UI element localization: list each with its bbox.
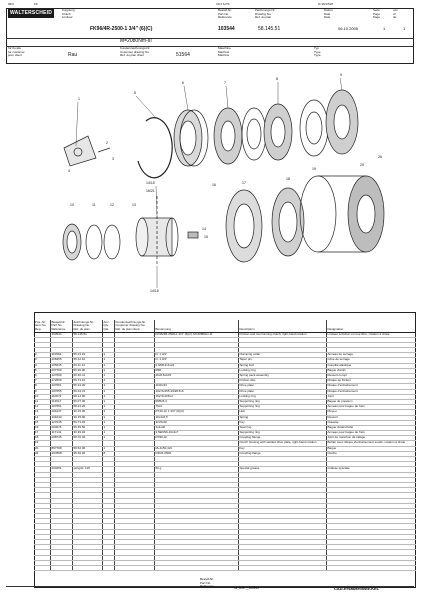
col-header: Benennung: [154, 320, 238, 332]
callout-label: 26: [378, 155, 382, 159]
table-cell: 1: [102, 405, 114, 410]
table-cell: Ressort: [326, 415, 416, 420]
table-cell: 30.15.00: [72, 415, 102, 420]
table-cell: 5: [34, 368, 50, 373]
clamping-collar-shape: [64, 136, 96, 166]
coupling-flange-inner: [279, 202, 297, 242]
callout-label: 8: [276, 77, 278, 81]
table-cell: 1: [102, 363, 114, 368]
table-cell: 1100x34: [154, 384, 238, 389]
customer-drawing-value: 51564: [176, 52, 190, 58]
table-cell: Anneau de serrage: [326, 353, 416, 358]
table-cell: 192.5x166x4: [154, 394, 238, 399]
spring-pack-inner: [180, 121, 196, 155]
col-header: Kundenzeichnungs-Nr. Customer drawing No. Réf. du plan client: [114, 320, 154, 332]
seite-label: Seite Page Page: [373, 8, 381, 20]
table-cell: 1: [102, 425, 114, 430]
drive-plate-2-bore: [306, 112, 322, 144]
callout-label: 1: [78, 97, 80, 101]
table-cell: 192.5x455.3/198.5x6: [154, 389, 238, 394]
col-header: Description: [238, 320, 326, 332]
table-cell: 55.13.01: [72, 353, 102, 358]
table-cell: 30.15.30: [72, 410, 102, 415]
table-cell: Ressort compl.: [326, 374, 416, 379]
leader-7: [226, 86, 228, 108]
table-cell: Locking ring: [238, 368, 326, 373]
table-cell: 105645: [50, 363, 72, 368]
callout-label: 16: [212, 183, 216, 187]
table-cell: [326, 565, 416, 570]
table-cell: Spring: [238, 415, 326, 420]
top-strip-left2: FK: [34, 2, 38, 6]
table-cell: 70x2: [154, 405, 238, 410]
exploded-view-drawing: [6, 66, 416, 304]
table-cell: 204251: [50, 467, 72, 472]
table-cell: Bague d'étanchéité: [326, 425, 416, 430]
company-logo: WALTERSCHEID: [9, 10, 53, 16]
table-cell: Spring pack assembly: [238, 374, 326, 379]
table-cell: 56.34.31: [72, 389, 102, 394]
table-cell: 8: [34, 384, 50, 389]
table-cell: Clavette: [326, 420, 416, 425]
torque-subtitle: M=2080Nm-III: [120, 38, 152, 44]
table-cell: 1: [102, 420, 114, 425]
table-cell: Cloche: [326, 451, 416, 456]
header-divider: [6, 38, 414, 39]
table-cell: [50, 565, 72, 570]
table-cell: 32x5x40: [154, 420, 238, 425]
leader-9: [340, 78, 342, 90]
callout-label: 18: [286, 177, 290, 181]
table-cell: 110562: [50, 353, 72, 358]
table-cell: FK96/4R-2500-1 3/4" (6)(C) M=2080Nm-III: [154, 332, 238, 337]
table-cell: Disque de friction: [326, 379, 416, 384]
part-number: 103544: [218, 26, 235, 32]
hub-face: [136, 218, 148, 256]
table-cell: [238, 565, 326, 570]
table-cell: Limiteur à friction et roue libre, rotation à droite: [326, 332, 416, 337]
table-cell: Cône de serrage: [326, 358, 416, 363]
table-cell: Supporting ring: [238, 431, 326, 436]
table-cell: 14: [34, 415, 50, 420]
table-cell: 56.73.10: [72, 379, 102, 384]
table-cell: 4: [102, 379, 114, 384]
table-cell: Joint de manchon de calage: [326, 436, 416, 441]
table-cell: 56.52.00: [72, 446, 102, 451]
table-cell: 12: [34, 405, 50, 410]
table-cell: 20: [34, 446, 50, 451]
table-header-row: [34, 320, 416, 332]
table-cell: 117141: [50, 431, 72, 436]
housing-front: [300, 176, 336, 252]
table-cell: Key: [238, 420, 326, 425]
parts-table: [34, 320, 416, 571]
table-cell: Bague: [326, 446, 416, 451]
table-cell: 18: [34, 436, 50, 441]
table-cell: 4: [34, 363, 50, 368]
table-cell: 167898: [50, 451, 72, 456]
table-cell: 1: [102, 446, 114, 451]
table-cell: Disque d'entraînement: [326, 384, 416, 389]
supporting-ring-2-shape: [104, 225, 120, 259]
table-cell: Anneau pour bague de frein: [326, 405, 416, 410]
table-cell: 108745: [50, 436, 72, 441]
table-cell: 56.39.50: [72, 425, 102, 430]
table-cell: 1: [102, 358, 114, 363]
table-cell: Moyeu: [326, 410, 416, 415]
callout-label: 14: [202, 227, 206, 231]
table-cell: M+4x50,4x6: [154, 446, 238, 451]
datum-label: Datum Date Date: [324, 8, 333, 20]
table-cell: Clamping collar: [238, 353, 326, 358]
table-cell: 09.11.14: [72, 363, 102, 368]
table-cell: 26: [34, 451, 50, 456]
table-cell: 101043: [50, 415, 72, 420]
callout-label: 19: [312, 167, 316, 171]
table-cell: 3: [102, 410, 114, 415]
table-cell: 58.70.40: [72, 436, 102, 441]
table-cell: 17: [34, 431, 50, 436]
table-cell: 1: [102, 436, 114, 441]
top-strip-center: CD1 6-PS: [216, 2, 230, 6]
table-cell: 172609: [50, 379, 72, 384]
table-cell: 1: [102, 384, 114, 389]
col-header: Bestell-Nr. Part No. Référence: [50, 320, 72, 332]
table-cell: 2: [34, 353, 50, 358]
callout-label: 7: [224, 81, 226, 85]
table-cell: 3: [34, 358, 50, 363]
kupplung-label: Kupplung Clutch Limiteur: [62, 8, 75, 20]
clutch-title: FK96/4R-2500-1 3/4" (6)(C): [90, 26, 153, 32]
callout-label: 6: [182, 81, 184, 85]
table-cell: 58.24.20: [72, 405, 102, 410]
table-cell: Bague d'arrêt: [326, 368, 416, 373]
table-cell: 1: [102, 394, 114, 399]
table-cell: 1: [102, 389, 114, 394]
table-cell: Seal ring: [238, 425, 326, 430]
callout-label: 9: [340, 73, 342, 77]
table-cell: 107051: [50, 384, 72, 389]
table-cell: 56.36.41: [72, 374, 102, 379]
table-cell: Clutch housing with welded drive plate, right-hand rotation: [238, 441, 326, 446]
callout-label: 17: [242, 181, 246, 185]
table-cell: [114, 565, 154, 570]
callout-label: 20: [360, 163, 364, 167]
drawing-number: 58.145.51: [258, 26, 281, 32]
callout-label: 5: [134, 91, 136, 95]
table-cell: 1: [102, 431, 114, 436]
footer-label: Bestell-Nr. Part No. Référence: [200, 577, 214, 589]
callout-label: 14/15: [150, 289, 159, 293]
table-cell: 867798: [50, 446, 72, 451]
table-cell: 112617: [50, 399, 72, 404]
table-cell: 15: [34, 420, 50, 425]
table-cell: 11: [34, 399, 50, 404]
table-row: [34, 565, 416, 570]
friction-disc-3-bore: [334, 105, 350, 139]
table-cell: 16x4x6,5: [154, 415, 238, 420]
table-cell: 1: [102, 353, 114, 358]
footer-ref: 03_R46 __103544: [234, 586, 259, 590]
callout-label: 16/21: [146, 189, 155, 193]
table-cell: Key: [238, 446, 326, 451]
top-strip-left: 96/4: [8, 2, 14, 6]
taper-pin-shape: [98, 148, 110, 152]
table-cell: 46x8,6x105: [154, 374, 238, 379]
table-cell: 13: [34, 410, 50, 415]
table-cell: Disque d'entraînement: [326, 389, 416, 394]
table-cell: 127045: [50, 420, 72, 425]
table-cell: 1: [102, 374, 114, 379]
callout-label: 2: [106, 141, 108, 145]
table-cell: Friction and overrunning clutch, right-hand rotation: [238, 332, 326, 337]
zeichnung-label: Zeichnungs-Nr. Drawing No. Ref. du plan: [255, 8, 276, 20]
leader-6: [184, 86, 188, 110]
locking-ring-bore: [67, 231, 77, 253]
table-cell: Hub: [238, 410, 326, 415]
table-cell: 58.145.51: [72, 332, 102, 337]
table-cell: Spring bolt: [238, 363, 326, 368]
circlip-shape: [138, 118, 172, 178]
col-header: Zeichnungs-Nr. Drawing No. Ref. du plan: [72, 320, 102, 332]
callout-label: 12: [110, 203, 114, 207]
callout-label: 10: [70, 203, 74, 207]
footer-title: CAD-Ersatzteilliste-KEL: [334, 586, 380, 591]
table-cell: 3x4x40: [154, 425, 238, 430]
table-cell: Anneau pour bague de frein: [326, 431, 416, 436]
table-cell: 30.39.02: [72, 431, 102, 436]
col-header: Désignation: [326, 320, 416, 332]
table-cell: 107051: [50, 405, 72, 410]
leader-5: [136, 96, 156, 118]
callout-label: 11: [92, 203, 96, 207]
drive-plate-1: [242, 108, 266, 160]
table-cell: 50 g: [154, 467, 238, 472]
table-cell: 10: [34, 394, 50, 399]
table-cell: [72, 565, 102, 570]
kundenz-label: Kundenzeichnungs-Nr. Customer drawing No. Réf. du plan client: [120, 46, 151, 58]
drive-plate-2: [300, 100, 328, 156]
table-cell: K96/4-2500: [154, 451, 238, 456]
table-cell: 110672: [50, 394, 72, 399]
housing-bore: [357, 195, 375, 233]
table-cell: 1: [102, 415, 114, 420]
table-cell: Drive plate: [238, 389, 326, 394]
table-cell: 0,5/M12x1x22: [154, 363, 238, 368]
table-cell: 1: [102, 399, 114, 404]
friction-disc-2-bore: [271, 117, 285, 147]
table-cell: serigrid. 115: [72, 467, 102, 472]
table-cell: 8: [102, 451, 114, 456]
maschine-label: Maschine Machine Machine: [218, 46, 231, 58]
von-label: von of de: [393, 8, 398, 20]
table-cell: Supporting ring: [238, 399, 326, 404]
table-cell: 6: [34, 374, 50, 379]
table-cell: Boîtier avec disque d'entraînement soudé, rotation à droite: [326, 441, 416, 446]
table-cell: 56.34.20: [72, 384, 102, 389]
date-value: 06.10.2005: [338, 26, 359, 31]
table-cell: 56.73.03: [72, 420, 102, 425]
table-cell: 35.30.02: [72, 451, 102, 456]
table-cell: Coupling flange: [238, 436, 326, 441]
page-number: 1: [383, 26, 386, 31]
table-cell: 108455: [50, 358, 72, 363]
typ-label: Typ Type Type: [314, 46, 321, 58]
table-cell: 101047: [50, 410, 72, 415]
table-cell: Graisse spéciale: [326, 467, 416, 472]
top-strip-right: 2t 36/1/518: [318, 2, 334, 6]
leader-1: [76, 102, 78, 146]
table-cell: Coupling-flange: [238, 451, 326, 456]
table-cell: 207700: [50, 368, 72, 373]
table-cell: Ø60: [154, 368, 238, 373]
table-cell: Supporting ring: [238, 405, 326, 410]
callout-label: 14/15: [146, 181, 155, 185]
table-cell: [102, 565, 114, 570]
table-cell: Taper pin: [238, 358, 326, 363]
table-cell: Drive plate: [238, 384, 326, 389]
table-cell: 16: [34, 425, 50, 430]
callout-label: 13: [132, 203, 136, 207]
table-cell: [34, 565, 50, 570]
table-cell: [154, 565, 238, 570]
table-cell: 204676: [50, 425, 72, 430]
callout-label: 4: [68, 169, 70, 173]
table-cell: 107055: [50, 389, 72, 394]
table-cell: 9: [34, 389, 50, 394]
table-cell: Locking ring: [238, 394, 326, 399]
table-cell: 103544: [50, 332, 72, 337]
callout-label: 15: [204, 235, 208, 239]
table-cell: 55.12.10: [72, 358, 102, 363]
table-cell: PX96-Hr: [154, 436, 238, 441]
table-cell: PX16-Hr 1 3/4" (6)(C): [154, 410, 238, 415]
callout-label: 3: [112, 157, 114, 161]
table-cell: 56.07.30: [72, 399, 102, 404]
table-cell: 58.14.60: [72, 394, 102, 399]
table-cell: D: 1 3/4": [154, 358, 238, 363]
table-cell: 7: [34, 379, 50, 384]
supporting-ring-shape: [86, 225, 102, 259]
header-divider-2: [6, 46, 414, 47]
table-cell: 3,5ENN6-16x4x7: [154, 431, 238, 436]
table-cell: D: 1 3/4": [154, 353, 238, 358]
table-cell: Friction disc: [238, 379, 326, 384]
table-cell: Joint: [326, 394, 416, 399]
col-header: Pos.-Nr. Item No. Rep.: [34, 320, 50, 332]
page-total: 1: [403, 26, 406, 31]
table-cell: 1: [102, 368, 114, 373]
seal-ring-inner: [234, 204, 254, 248]
kunde-label: für Kunde for customer pour client: [8, 46, 25, 58]
key-shape: [188, 232, 198, 238]
drive-plate-1-bore: [247, 119, 261, 149]
table-cell: 56.36.00: [72, 368, 102, 373]
table-cell: Special grease: [238, 467, 326, 472]
col-header: Anz. Qty. Qté.: [102, 320, 114, 332]
bestell-label: Bestell-Nr. Part No. Référence: [218, 8, 232, 20]
table-cell: Ø35x5,4: [154, 399, 238, 404]
table-cell: 127609: [50, 374, 72, 379]
table-cell: Goupille élastique: [326, 363, 416, 368]
table-cell: 19: [34, 441, 50, 446]
table-cell: Bague de pression: [326, 399, 416, 404]
friction-disc-1-bore: [221, 121, 235, 151]
customer-value: Rau: [68, 52, 78, 58]
